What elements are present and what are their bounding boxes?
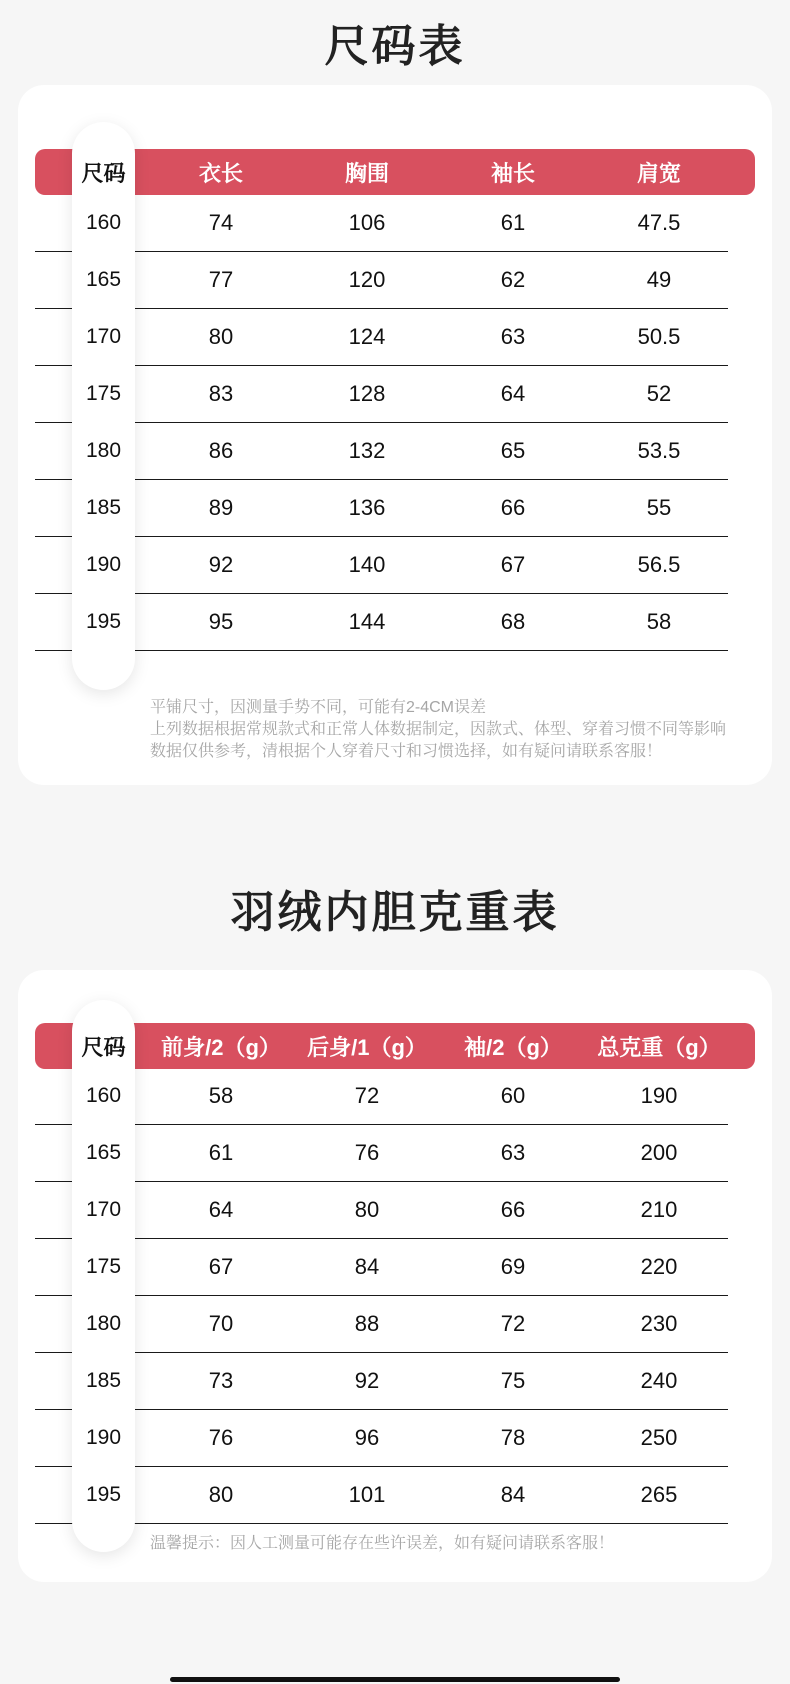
value-cell: 60 — [500, 1083, 526, 1108]
size-cell: 170 — [85, 325, 122, 348]
value-cell: 84 — [354, 1254, 380, 1279]
row-cells — [148, 480, 732, 536]
row-cells — [148, 366, 732, 422]
value-cell: 265 — [640, 1482, 678, 1507]
row-cells — [148, 195, 732, 251]
table-row — [35, 1068, 728, 1125]
table-row — [35, 366, 728, 423]
size-cell: 195 — [85, 610, 122, 633]
row-cells — [148, 1068, 732, 1124]
value-cell: 77 — [208, 267, 234, 292]
value-cell: 84 — [500, 1482, 526, 1507]
column-header: 总克重（g） — [597, 1034, 721, 1060]
value-cell: 72 — [500, 1311, 526, 1336]
value-cell: 53.5 — [637, 438, 681, 463]
value-cell: 250 — [640, 1425, 678, 1450]
value-cell: 140 — [348, 552, 386, 577]
size-cell: 175 — [85, 1255, 122, 1278]
size-chart-title: 尺码表 — [324, 22, 466, 71]
value-cell: 70 — [208, 1311, 234, 1336]
column-header: 袖/2（g） — [464, 1034, 562, 1060]
row-cells — [148, 252, 732, 308]
size-cell: 190 — [85, 1426, 122, 1449]
value-cell: 76 — [354, 1140, 380, 1165]
note-line: 温馨提示：因人工测量可能存在些许误差，如有疑问请联系客服！ — [150, 1535, 615, 1552]
value-cell: 210 — [640, 1197, 678, 1222]
row-cells — [148, 1467, 732, 1523]
note-line: 数据仅供参考，清根据个人穿着尺寸和习惯选择，如有疑问请联系客服！ — [150, 743, 663, 760]
value-cell: 50.5 — [637, 324, 681, 349]
value-cell: 66 — [500, 495, 526, 520]
value-cell: 120 — [348, 267, 386, 292]
value-cell: 73 — [208, 1368, 234, 1393]
value-cell: 80 — [208, 1482, 234, 1507]
value-cell: 63 — [500, 324, 526, 349]
row-cells — [148, 423, 732, 479]
size-chart-notes — [150, 697, 742, 763]
value-cell: 67 — [500, 552, 526, 577]
table-row — [35, 537, 728, 594]
row-cells — [148, 309, 732, 365]
size-corner-label: 尺码 — [81, 160, 126, 186]
value-cell: 75 — [500, 1368, 526, 1393]
table-row — [35, 252, 728, 309]
value-cell: 62 — [500, 267, 526, 292]
size-cell: 165 — [85, 268, 122, 291]
down-fill-header-columns — [148, 1023, 732, 1069]
value-cell: 92 — [354, 1368, 380, 1393]
value-cell: 61 — [500, 210, 526, 235]
bottom-bar — [170, 1677, 620, 1682]
value-cell: 63 — [500, 1140, 526, 1165]
column-header: 后身/1（g） — [307, 1034, 427, 1060]
size-chart-header-columns — [148, 149, 732, 195]
size-cell: 175 — [85, 382, 122, 405]
value-cell: 88 — [354, 1311, 380, 1336]
value-cell: 52 — [646, 381, 672, 406]
note-line: 平铺尺寸，因测量手势不同，可能有2-4CM误差 — [150, 699, 487, 716]
value-cell: 65 — [500, 438, 526, 463]
value-cell: 89 — [208, 495, 234, 520]
value-cell: 190 — [640, 1083, 678, 1108]
size-cell: 185 — [85, 496, 122, 519]
table-row — [35, 1182, 728, 1239]
row-cells — [148, 537, 732, 593]
value-cell: 200 — [640, 1140, 678, 1165]
row-cells — [148, 1182, 732, 1238]
table-row — [35, 1125, 728, 1182]
value-cell: 64 — [500, 381, 526, 406]
size-corner-label: 尺码 — [81, 1034, 126, 1060]
row-cells — [148, 1296, 732, 1352]
value-cell: 58 — [646, 609, 672, 634]
size-cell: 185 — [85, 1369, 122, 1392]
down-fill-chart-card — [18, 970, 772, 1582]
value-cell: 80 — [208, 324, 234, 349]
note-line: 上列数据根据常规款式和正常人体数据制定，因款式、体型、穿着习惯不同等影响 — [150, 721, 727, 738]
table-row — [35, 594, 728, 651]
size-cell: 180 — [85, 439, 122, 462]
table-row — [35, 1239, 728, 1296]
table-row — [35, 1296, 728, 1353]
value-cell: 49 — [646, 267, 672, 292]
table-row — [35, 1467, 728, 1524]
value-cell: 240 — [640, 1368, 678, 1393]
value-cell: 67 — [208, 1254, 234, 1279]
value-cell: 68 — [500, 609, 526, 634]
value-cell: 92 — [208, 552, 234, 577]
size-cell: 195 — [85, 1483, 122, 1506]
value-cell: 47.5 — [637, 210, 681, 235]
table-row — [35, 423, 728, 480]
table-row — [35, 480, 728, 537]
value-cell: 106 — [348, 210, 386, 235]
value-cell: 64 — [208, 1197, 234, 1222]
row-cells — [148, 594, 732, 650]
column-header: 前身/2（g） — [161, 1034, 281, 1060]
row-cells — [148, 1239, 732, 1295]
size-chart-card — [18, 85, 772, 785]
down-fill-chart-notes — [150, 1533, 742, 1555]
value-cell: 76 — [208, 1425, 234, 1450]
value-cell: 55 — [646, 495, 672, 520]
size-cell: 160 — [85, 211, 122, 234]
size-chart-rows — [35, 195, 728, 651]
value-cell: 78 — [500, 1425, 526, 1450]
value-cell: 58 — [208, 1083, 234, 1108]
size-cell: 160 — [85, 1084, 122, 1107]
value-cell: 72 — [354, 1083, 380, 1108]
row-cells — [148, 1353, 732, 1409]
value-cell: 220 — [640, 1254, 678, 1279]
row-cells — [148, 1125, 732, 1181]
column-header: 胸围 — [344, 160, 389, 186]
table-row — [35, 195, 728, 252]
down-fill-header-band — [35, 1023, 755, 1069]
size-cell: 180 — [85, 1312, 122, 1335]
size-chart-header-band — [35, 149, 755, 195]
row-cells — [148, 1410, 732, 1466]
table-row — [35, 1353, 728, 1410]
value-cell: 136 — [348, 495, 386, 520]
value-cell: 80 — [354, 1197, 380, 1222]
down-fill-chart-title: 羽绒内胆克重表 — [230, 888, 560, 937]
value-cell: 230 — [640, 1311, 678, 1336]
down-fill-chart-rows — [35, 1068, 728, 1524]
value-cell: 132 — [348, 438, 386, 463]
value-cell: 66 — [500, 1197, 526, 1222]
value-cell: 74 — [208, 210, 234, 235]
value-cell: 96 — [354, 1425, 380, 1450]
value-cell: 83 — [208, 381, 234, 406]
column-header: 肩宽 — [636, 160, 681, 186]
value-cell: 86 — [208, 438, 234, 463]
value-cell: 69 — [500, 1254, 526, 1279]
table-row — [35, 309, 728, 366]
column-header: 袖长 — [490, 160, 535, 186]
table-row — [35, 1410, 728, 1467]
value-cell: 124 — [348, 324, 386, 349]
size-cell: 170 — [85, 1198, 122, 1221]
value-cell: 61 — [208, 1140, 234, 1165]
value-cell: 56.5 — [637, 552, 681, 577]
value-cell: 95 — [208, 609, 234, 634]
size-cell: 190 — [85, 553, 122, 576]
value-cell: 144 — [348, 609, 386, 634]
value-cell: 128 — [348, 381, 386, 406]
size-cell: 165 — [85, 1141, 122, 1164]
column-header: 衣长 — [198, 160, 243, 186]
value-cell: 101 — [348, 1482, 386, 1507]
